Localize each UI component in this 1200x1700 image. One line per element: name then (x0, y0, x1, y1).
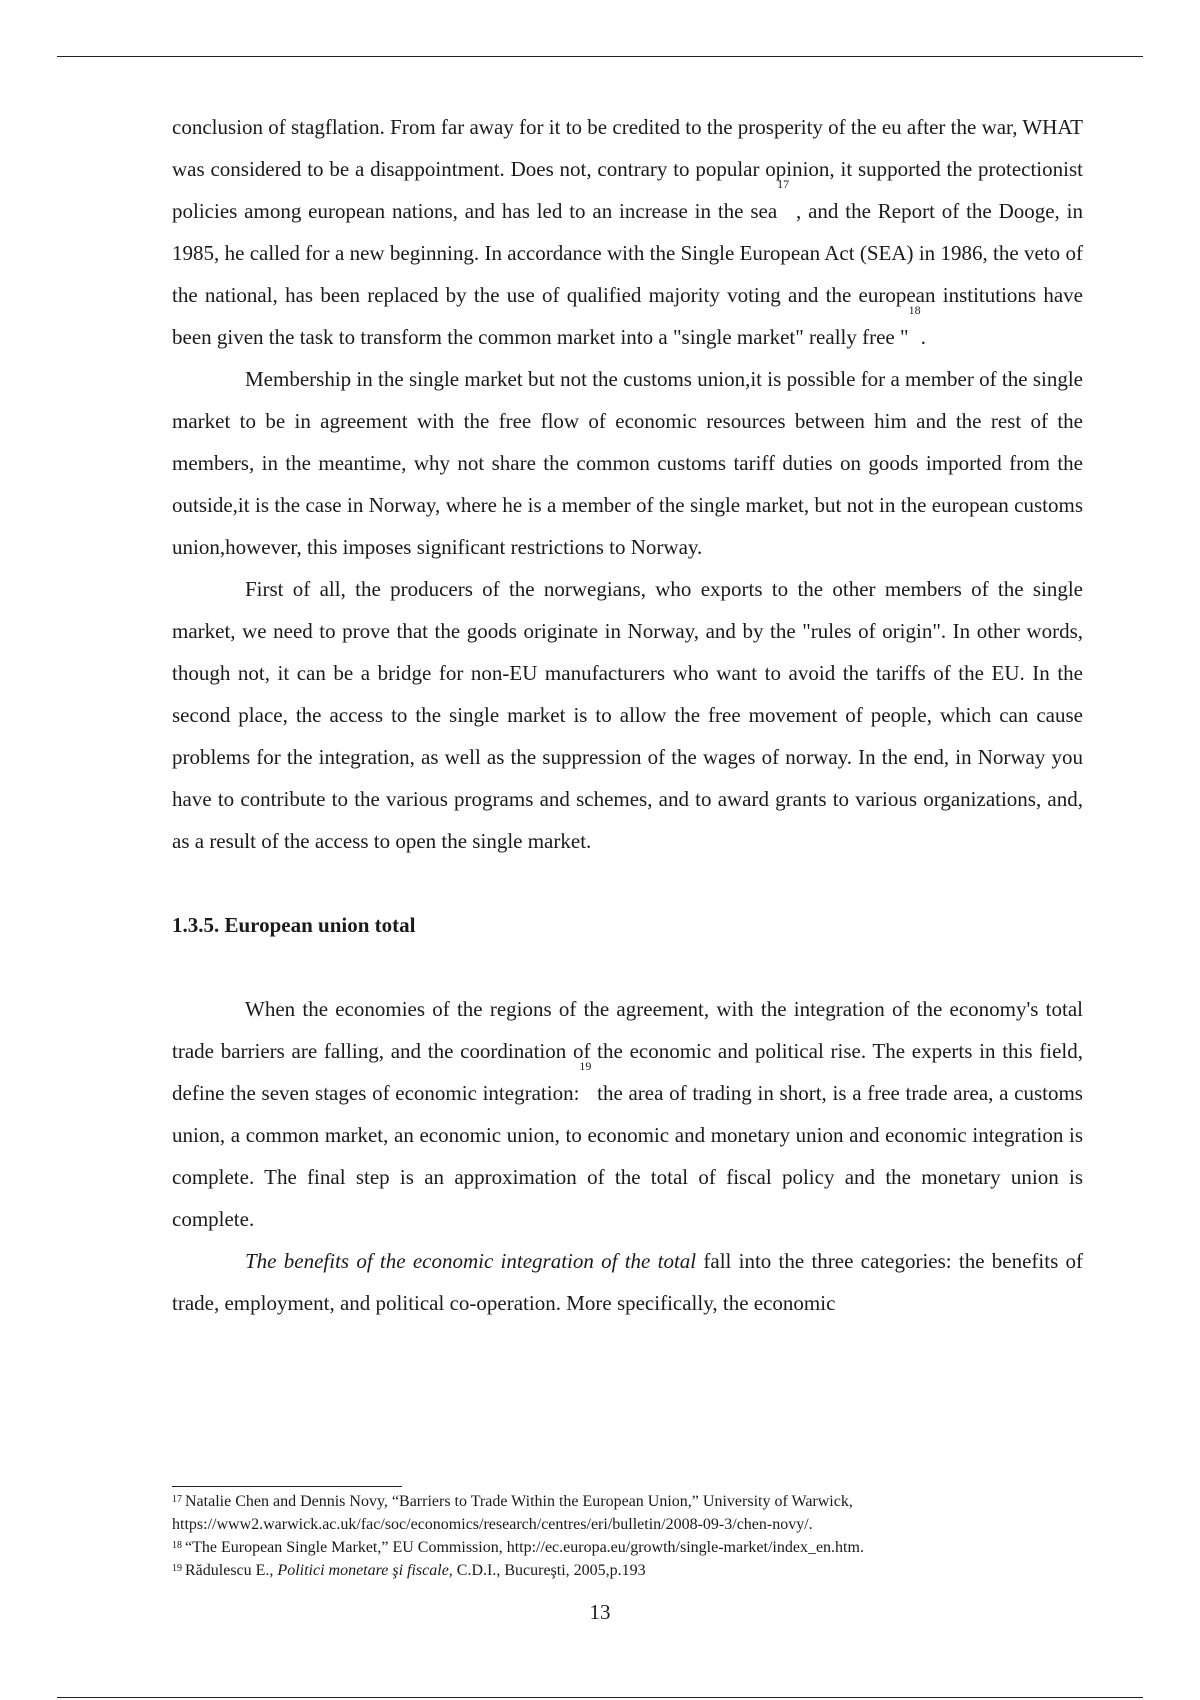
paragraph-4-text-a: When the economies of the regions of the agreement, with the integration of the economy's total trade barriers are falling, and the coordination of the economic and political rise. The experts in this field, define the seven stages of economic integration: (172, 997, 1083, 1105)
footnotes (172, 1490, 1102, 1582)
footnote-ref-18[interactable]: 18 (908, 303, 921, 317)
footnote-18 (172, 1536, 1102, 1559)
footnote-book-title: Politici monetare şi fiscale (277, 1562, 449, 1579)
paragraph-4-text-b: the area of trading in short, is a free trade area, a customs union, a common market, an economic union, to economic and monetary union and economic integration is complete. The final step is an approximation of the total of fiscal policy and the monetary union is complete. (172, 1081, 1083, 1231)
paragraph-1-text-c: . (920, 325, 926, 349)
footnote-ref-19[interactable]: 19 (579, 1059, 592, 1073)
page-number: 13 (589, 1600, 611, 1624)
paragraph-5 (172, 1240, 1083, 1324)
footer-rule (57, 1697, 1143, 1698)
body-text (172, 106, 1083, 1324)
section-heading: 1.3.5. European union total (172, 913, 416, 937)
footnote-number: 19 (172, 1563, 182, 1574)
footnote-text-after: , C.D.I., Bucureşti, 2005,p.193 (448, 1562, 646, 1579)
footnote-text-before: Rădulescu E., (185, 1562, 278, 1579)
footnote-separator (172, 1486, 402, 1487)
paragraph-2: Membership in the single market but not the customs union,it is possible for a member of the single market to be in agreement with the free flow of economic resources between him and the rest of the members, in the meantime, why not share the common customs tariff duties on goods imported from the outside,it is the case in Norway, where he is a member of the single market, but not in the european customs union,however, this imposes significant restrictions to Norway. (172, 367, 1083, 559)
footnote-19 (172, 1559, 1102, 1582)
footnote-ref-17[interactable]: 17 (777, 177, 790, 191)
paragraph-4 (172, 988, 1083, 1240)
paragraph-1-text-a: conclusion of stagflation. From far away for it to be credited to the prosperity of the eu after the war, WHAT was considered to be a disappointment. Does not, contrary to popular opinion, it supported the protectionist policies among european nations, and has led to an increase in the sea (172, 115, 1083, 223)
footnote-text: Natalie Chen and Dennis Novy, “Barriers to Trade Within the European Union,” University of Warwick, https://www2.warwick.ac.uk/fac/soc/economics/research/centres/eri/bulletin/2008-09-3/chen-novy/. (172, 1493, 853, 1533)
footnote-17 (172, 1490, 1102, 1536)
footnote-number: 17 (172, 1494, 182, 1505)
header-rule (57, 56, 1143, 57)
paragraph-1 (172, 106, 1083, 358)
paragraph-5-italic-phrase: The benefits of the economic integration of the total (245, 1249, 697, 1273)
paragraph-3: First of all, the producers of the norwegians, who exports to the other members of the single market, we need to prove that the goods originate in Norway, and by the "rules of origin". In other words, though not, it can be a bridge for non-EU manufacturers who want to avoid the tariffs of the EU. In the second place, the access to the single market is to allow the free movement of people, which can cause problems for the integration, as well as the suppression of the wages of norway. In the end, in Norway you have to contribute to the various programs and schemes, and to award grants to various organizations, and, as a result of the access to open the single market. (172, 577, 1083, 853)
paragraph-1-text-b: , and the Report of the Dooge, in 1985, he called for a new beginning. In accordance with the Single European Act (SEA) in 1986, the veto of the national, has been replaced by the use of qualified majority voting and the european institutions have been given the task to transform the common market into a "single market" really free " (172, 199, 1083, 349)
footnote-text: “The European Single Market,” EU Commission, http://ec.europa.eu/growth/single-market/index_en.htm. (185, 1539, 864, 1556)
paragraph-5-text: fall into the three categories: the benefits of trade, employment, and political co-operation. More specifically, the economic (172, 1249, 1084, 1315)
footnote-number: 18 (172, 1540, 182, 1551)
